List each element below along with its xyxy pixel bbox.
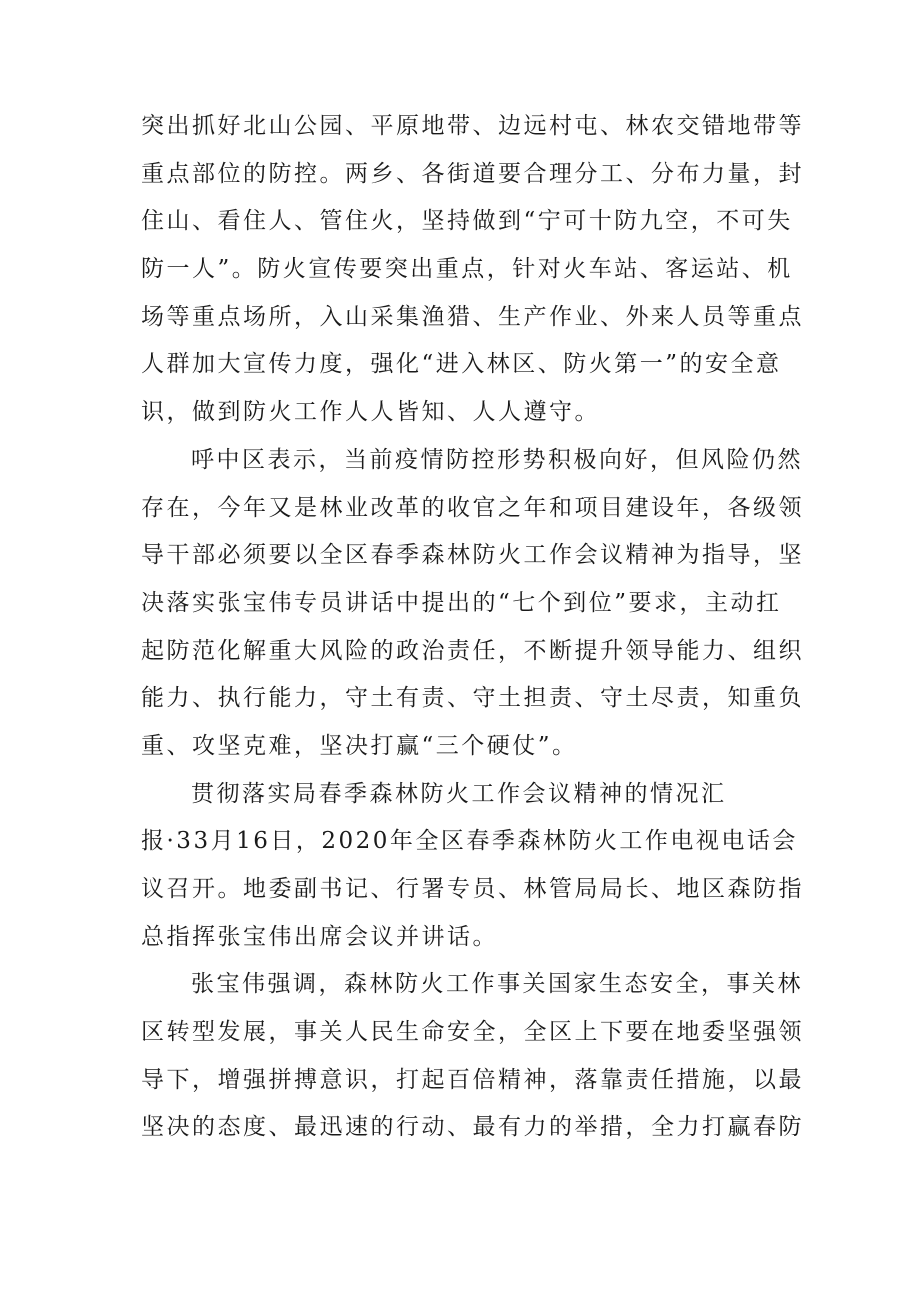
paragraph-3 — [141, 771, 804, 962]
text-line: 能力、执行能力，守土有责、守土担责、守土尽责，知重负 — [141, 685, 804, 712]
text-line: 重点部位的防控。两乡、各街道要合理分工、分布力量，封 — [141, 160, 804, 187]
text-line: 决落实张宝伟专员讲话中提出的“七个到位”要求，主动扛 — [141, 589, 782, 616]
text-line: 呼中区表示，当前疫情防控形势积极向好，但风险仍然 — [191, 446, 803, 473]
text-line: 住山、看住人、管住火，坚持做到“宁可十防九空，不可失 — [141, 208, 793, 235]
text-line: 区转型发展，事关人民生命安全，全区上下要在地委坚强领 — [141, 1019, 804, 1046]
text-line: 识，做到防火工作人人皆知、人人遵守。 — [141, 399, 600, 426]
text-line: 起防范化解重大风险的政治责任，不断提升领导能力、组织 — [141, 637, 804, 664]
paragraph-1 — [141, 103, 804, 437]
text-line: 导下，增强拼搏意识，打起百倍精神，落靠责任措施，以最 — [141, 1066, 804, 1093]
text-line: 防一人”。防火宣传要突出重点，针对火车站、客运站、机 — [141, 256, 793, 283]
text-line: 议召开。地委副书记、行署专员、林管局局长、地区森防指 — [141, 876, 804, 902]
text-line: 存在，今年又是林业改革的收官之年和项目建设年，各级领 — [141, 494, 804, 521]
document-body — [141, 103, 804, 1152]
paragraph-4 — [141, 961, 804, 1152]
paragraph-2 — [141, 437, 804, 771]
text-line: 场等重点场所，入山采集渔猎、生产作业、外来人员等重点 — [141, 303, 804, 330]
text-line: 人群加大宣传力度，强化“进入林区、防火第一”的安全意 — [141, 351, 782, 378]
text-line: 贯彻落实局春季森林防火工作会议精神的情况汇 — [191, 780, 727, 807]
text-line: 突出抓好北山公园、平原地带、边远村屯、林农交错地带等 — [141, 113, 804, 139]
text-line: 报·33月16日，2020年全区春季森林防火工作电视电话会 — [141, 828, 798, 855]
text-line: 总指挥张宝伟出席会议并讲话。 — [141, 923, 498, 950]
text-line: 坚决的态度、最迅速的行动、最有力的举措，全力打赢春防 — [141, 1114, 804, 1141]
text-line: 导干部必须要以全区春季森林防火工作会议精神为指导，坚 — [141, 542, 804, 569]
text-line: 重、攻坚克难，坚决打赢“三个硬仗”。 — [141, 732, 578, 759]
text-line: 张宝伟强调，森林防火工作事关国家生态安全，事关林 — [191, 971, 803, 998]
